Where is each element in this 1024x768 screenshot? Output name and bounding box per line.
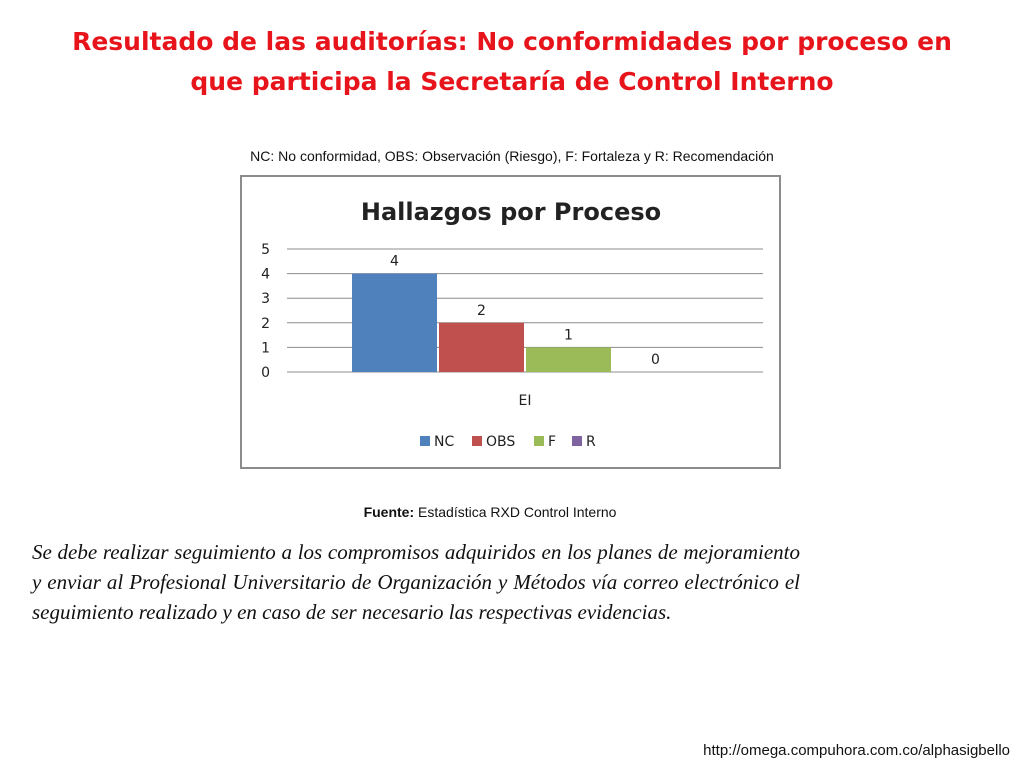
legend-swatch-nc — [420, 436, 430, 446]
y-tick-label: 0 — [261, 365, 270, 381]
footer-url[interactable]: http://omega.compuhora.com.co/alphasigbello — [703, 742, 1010, 759]
chart-title: Hallazgos por Proceso — [360, 198, 662, 226]
y-tick-label: 1 — [261, 340, 270, 357]
legend-swatch-obs — [472, 436, 482, 446]
slide-title-line-1: Resultado de las auditorías: No conformidades por proceso en — [72, 27, 952, 56]
legend-label-nc: NC — [434, 434, 455, 450]
slide-title-line-2: que participa la Secretaría de Control Interno — [190, 67, 834, 96]
source-note — [150, 504, 830, 520]
data-label-nc: 4 — [390, 253, 399, 270]
chart-frame — [240, 175, 781, 469]
data-label-obs: 2 — [477, 302, 486, 319]
data-label-r: 0 — [651, 352, 660, 368]
legend-label-r: R — [586, 434, 596, 450]
bar-nc — [352, 274, 437, 372]
abbreviations-note: NC: No conformidad, OBS: Observación (Riesgo), F: Fortaleza y R: Recomendación — [250, 148, 774, 164]
y-tick-label: 5 — [261, 242, 270, 258]
body-paragraph: Se debe realizar seguimiento a los compromisos adquiridos en los planes de mejoramiento y enviar al Profesional Universitario de Organización y Métodos vía correo electrónico el seguimiento realizado y en caso de ser necesario las respectivas evidencias. — [32, 540, 800, 624]
bar-chart — [242, 177, 779, 467]
source-text: Estadística RXD Control Interno — [418, 504, 617, 520]
y-tick-label: 3 — [261, 291, 270, 308]
x-tick-label: EI — [518, 393, 532, 409]
y-tick-label: 2 — [261, 315, 270, 332]
legend-swatch-f — [534, 436, 544, 446]
bar-obs — [439, 323, 524, 372]
source-label: Fuente: — [363, 504, 415, 520]
legend-label-obs: OBS — [486, 434, 516, 450]
y-tick-label: 4 — [261, 266, 270, 283]
bar-f — [526, 347, 611, 372]
slide-title — [40, 22, 984, 102]
legend-swatch-r — [572, 436, 582, 446]
legend-label-f: F — [548, 434, 557, 450]
data-label-f: 1 — [564, 327, 573, 344]
